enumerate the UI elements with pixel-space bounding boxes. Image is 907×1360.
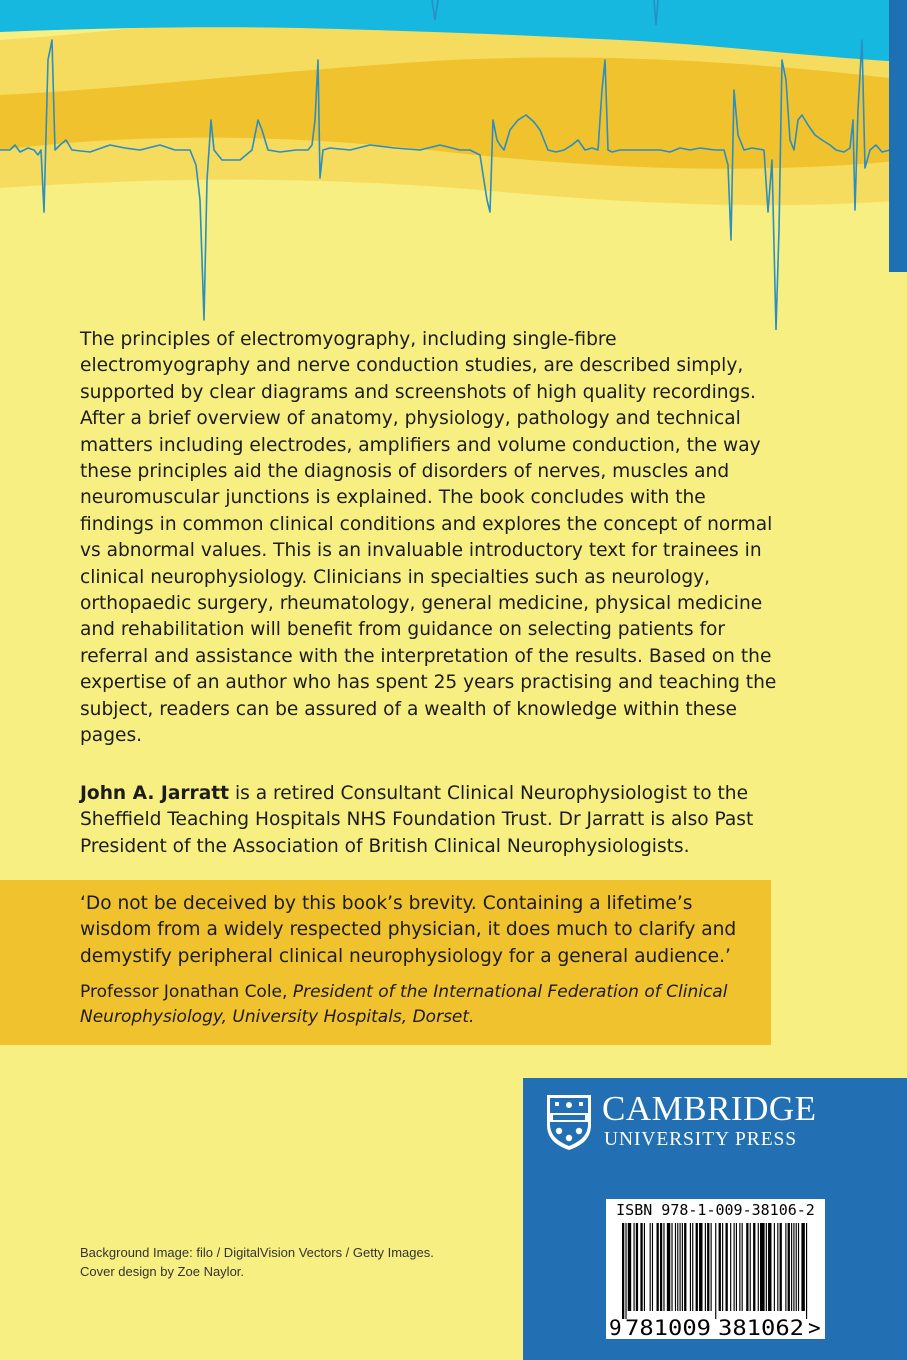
barcode-bar bbox=[734, 1223, 735, 1311]
barcode-bar bbox=[660, 1223, 662, 1311]
isbn-label: ISBN 978-1-009-38106-2 bbox=[616, 1201, 815, 1219]
barcode-bar bbox=[705, 1223, 706, 1311]
cover-credits bbox=[80, 1244, 434, 1281]
barcode-bar bbox=[739, 1223, 740, 1311]
barcode-bar bbox=[777, 1223, 778, 1311]
endorsement-person: Professor Jonathan Cole, bbox=[80, 982, 293, 1002]
barcode-bar bbox=[798, 1223, 799, 1311]
author-name: John A. Jarratt bbox=[80, 783, 230, 804]
barcode-bar bbox=[711, 1223, 712, 1311]
barcode-bar bbox=[671, 1223, 672, 1311]
barcode-bar bbox=[622, 1223, 624, 1319]
barcode-quiet-mark: > bbox=[808, 1316, 821, 1339]
barcode-bar bbox=[726, 1223, 728, 1311]
barcode-bar bbox=[675, 1223, 676, 1311]
barcode-bar bbox=[793, 1223, 794, 1311]
author-biography bbox=[80, 781, 780, 860]
barcode-bar bbox=[652, 1223, 653, 1311]
barcode-bar bbox=[628, 1223, 631, 1311]
barcode-right-digits: 381062 bbox=[718, 1316, 804, 1339]
barcode-bar bbox=[806, 1223, 807, 1319]
barcode-graphic bbox=[606, 1221, 825, 1339]
cambridge-shield-icon bbox=[545, 1093, 593, 1151]
barcode-first-digit: 9 bbox=[609, 1316, 622, 1339]
barcode-bar bbox=[682, 1223, 683, 1311]
barcode-bar bbox=[791, 1223, 792, 1311]
barcode-bar bbox=[722, 1223, 723, 1311]
barcode-bars bbox=[622, 1223, 807, 1319]
barcode-bar bbox=[692, 1223, 693, 1311]
barcode-bar bbox=[684, 1223, 686, 1311]
barcode-bar bbox=[730, 1223, 731, 1311]
barcode-bar bbox=[634, 1223, 635, 1311]
barcode-bar bbox=[715, 1223, 716, 1319]
barcode-bar bbox=[719, 1223, 721, 1311]
barcode-bar bbox=[625, 1223, 626, 1319]
barcode-bar bbox=[650, 1223, 651, 1311]
barcode-left-digits: 781009 bbox=[625, 1316, 711, 1339]
barcode-bar bbox=[746, 1223, 748, 1311]
cover-background-artwork bbox=[0, 0, 907, 330]
barcode-bar bbox=[758, 1223, 759, 1311]
barcode-bar bbox=[736, 1223, 737, 1311]
barcode-bar bbox=[667, 1223, 670, 1311]
barcode-bar bbox=[640, 1223, 642, 1311]
barcode-bar bbox=[699, 1223, 702, 1311]
barcode-bar bbox=[774, 1223, 775, 1311]
publisher-subname: UNIVERSITY PRESS bbox=[604, 1129, 797, 1150]
author-bio-text: is a retired Consultant Clinical Neurophysiologist to the Sheffield Teaching Hospitals NHS Foundation Trust. Dr Jarratt is also Past President of the Association of British Clinical Neurophysiologists. bbox=[80, 783, 754, 857]
endorsement-quote: ‘Do not be deceived by this book’s brevity. Containing a lifetime’s wisdom from a widely respected physician, it does much to clarify and demystify peripheral clinical neurophysiology for a general audience.’ bbox=[80, 893, 737, 967]
barcode-bar bbox=[753, 1223, 755, 1311]
spine-edge-strip bbox=[889, 0, 907, 272]
barcode-bar bbox=[663, 1223, 664, 1311]
endorsement-affiliation: President of the International Federation of Clinical Neurophysiology, University Hospitals, Dorset. bbox=[80, 982, 728, 1027]
barcode-bar bbox=[657, 1223, 659, 1311]
endorsement-attribution bbox=[80, 980, 760, 1029]
barcode-bar bbox=[766, 1223, 767, 1311]
barcode-bar bbox=[801, 1223, 804, 1311]
barcode-bar bbox=[750, 1223, 751, 1311]
barcode-bar bbox=[785, 1223, 786, 1311]
barcode-bar bbox=[768, 1223, 771, 1311]
image-credit: Background Image: filo / DigitalVision Vectors / Getty Images. bbox=[80, 1245, 434, 1260]
barcode-bar bbox=[680, 1223, 681, 1311]
barcode-bar bbox=[644, 1223, 645, 1311]
barcode-bar bbox=[696, 1223, 698, 1311]
barcode-bar bbox=[760, 1223, 765, 1311]
barcode-bar bbox=[796, 1223, 797, 1311]
publisher-panel bbox=[523, 1078, 907, 1360]
barcode-bar bbox=[636, 1223, 638, 1311]
barcode-bar bbox=[742, 1223, 743, 1311]
barcode-bar bbox=[707, 1223, 709, 1311]
barcode-bar bbox=[788, 1223, 790, 1311]
barcode-bar bbox=[677, 1223, 678, 1311]
publisher-name: CAMBRIDGE bbox=[602, 1089, 817, 1128]
endorsement-panel bbox=[0, 880, 771, 1045]
design-credit: Cover design by Zoe Naylor. bbox=[80, 1263, 245, 1279]
isbn-barcode bbox=[606, 1199, 825, 1339]
barcode-bar bbox=[780, 1223, 782, 1311]
barcode-bar bbox=[690, 1223, 691, 1311]
book-description: The principles of electromyography, including single-fibre electromyography and nerve conduction studies, are described simply, supported by clear diagrams and screenshots of high quality recordings. After a brief overview of anatomy, physiology, pathology and technical matters including electrodes, amplifiers and volume conduction, the way these principles aid the diagnosis of disorders of nerves, muscles and neuromuscular junctions is explained. The book concludes with the findings in common clinical conditions and explores the concept of normal vs abnormal values. This is an invaluable introductory text for trainees in clinical neurophysiology. Clinicians in specialties such as neurology, orthopaedic surgery, rheumatology, general medicine, physical medicine and rehabilitation will benefit from guidance on selecting patients for referral and assistance with the interpretation of the results. Based on the expertise of an author who has spent 25 years practising and teaching the subject, readers can be assured of a wealth of knowledge within these pages. bbox=[80, 329, 777, 747]
